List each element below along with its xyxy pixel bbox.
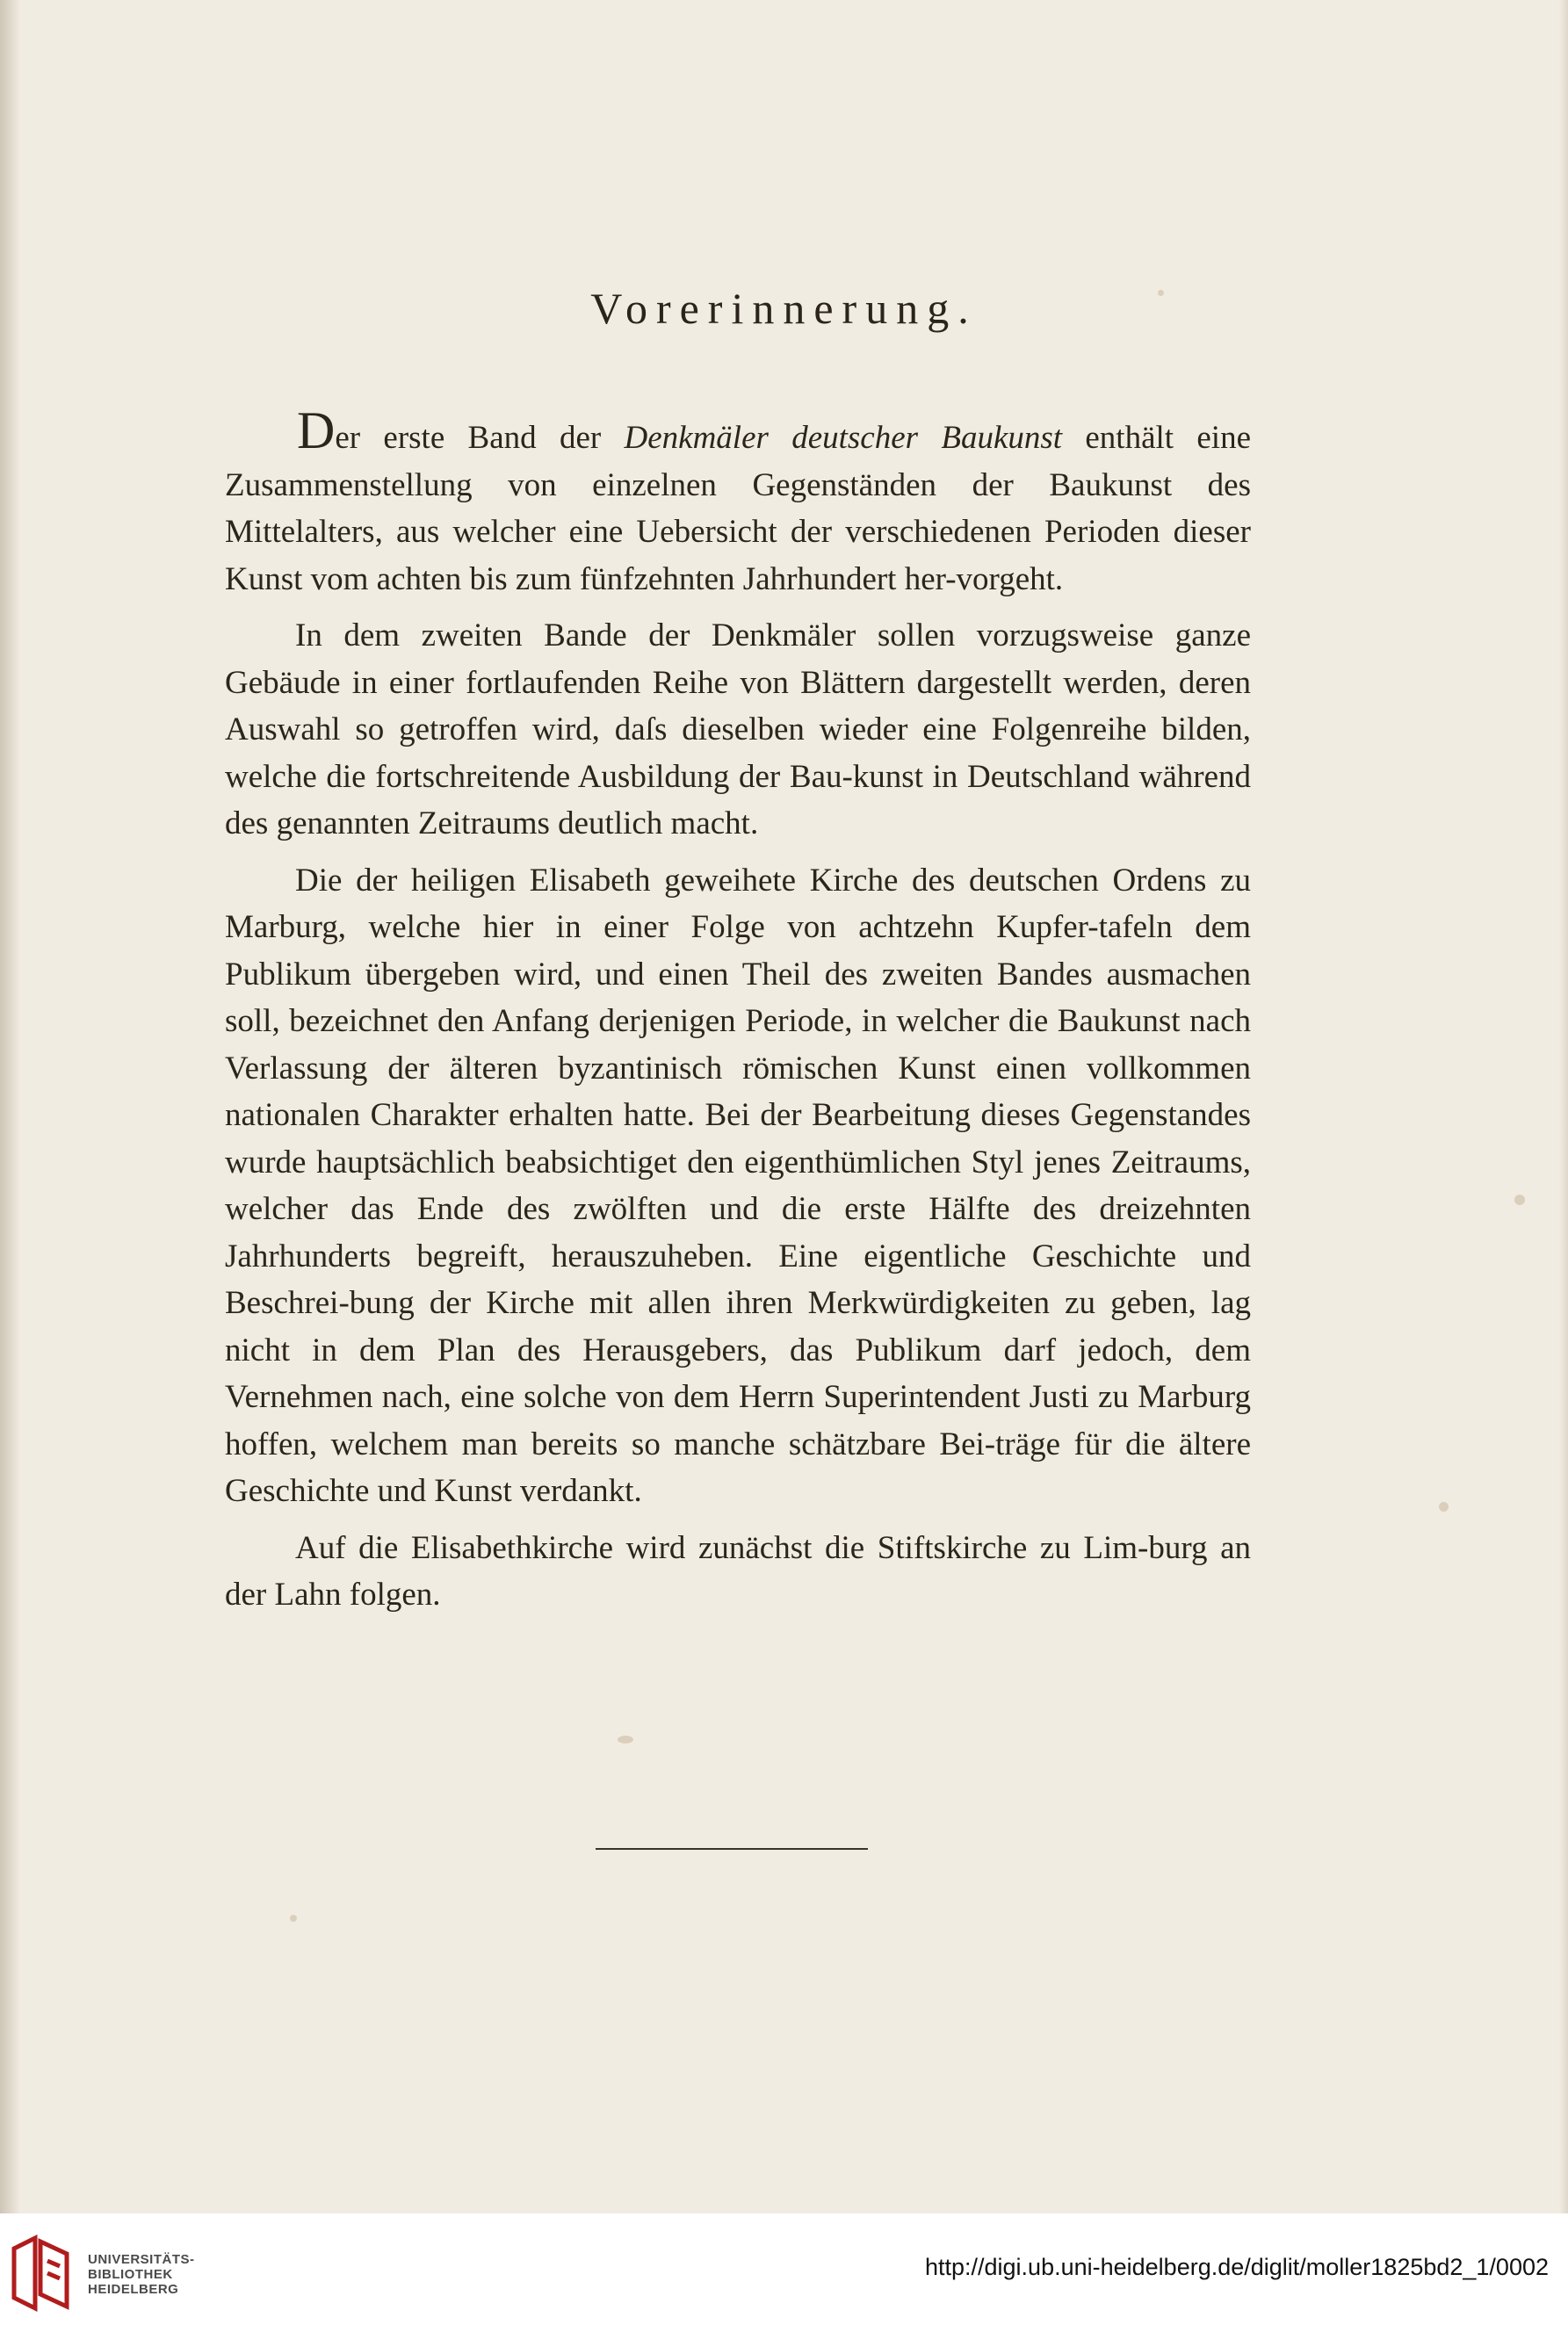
paragraph-4: Auf die Elisabethkirche wird zunächst die Stiftskirche zu Lim-burg an der Lahn folgen.: [225, 1529, 1251, 1613]
page-title: Vorerinnerung.: [590, 284, 978, 333]
library-logo-icon[interactable]: [9, 2233, 72, 2314]
library-name-line: UNIVERSITÄTS-: [88, 2252, 195, 2267]
paragraph-2: In dem zweiten Bande der Denkmäler sollen vorzugsweise ganze Gebäude in einer fortlaufenden Reihe von Blättern dargestellt werden, deren Auswahl so getroffen wird, daſs dieselben wieder eine Folgenreihe bilden, welche die fortschreitende Ausbildung der Bau-kunst in Deutschland während des genannten Zeitraums deutlich macht.: [225, 617, 1251, 841]
drop-cap: D: [297, 401, 336, 459]
closing-rule: [596, 1848, 868, 1850]
paper-stain: [1439, 1502, 1449, 1512]
paragraph-1-start: er erste Band der: [335, 420, 625, 456]
paragraph-1-rest: enthält eine Zusammenstellung von einzelnen Gegenständen der Baukunst des Mittelalters, aus welcher eine Uebersicht der verschiedenen Perioden dieser Kunst vom achten bis zum fünfzehnten Jahrhundert her-vorgeht.: [225, 420, 1252, 597]
library-name: [88, 2252, 195, 2297]
paper-stain: [1514, 1195, 1525, 1205]
paragraph-1: [225, 401, 1252, 603]
paper-stain: [290, 1915, 297, 1922]
library-name-line: BIBLIOTHEK: [88, 2267, 173, 2282]
permalink-url[interactable]: http://digi.ub.uni-heidelberg.de/diglit/moller1825bd2_1/0002: [924, 2254, 1549, 2280]
library-name-line: HEIDELBERG: [88, 2282, 179, 2297]
body-text: [225, 401, 1252, 1628]
footer-bar: [0, 2213, 1568, 2332]
paper-stain: [618, 1736, 633, 1744]
book-title-italic: Denkmäler deutscher Baukunst: [624, 420, 1063, 456]
paragraph-3: Die der heiligen Elisabeth geweihete Kirche des deutschen Ordens zu Marburg, welche hier in einer Folge von achtzehn Kupfer-tafeln dem Publikum übergeben wird, und einen Theil des zweiten Bandes ausmachen soll, bezeichnet den Anfang derjenigen Periode, in welcher die Baukunst nach Verlassung der älteren byzantinisch römischen Kunst einen vollkommen nationalen Charakter erhalten hatte. Bei der Bearbeitung dieses Gegenstandes wurde hauptsächlich beabsichtiget den eigenthümlichen Styl jenes Zeitraums, welcher das Ende des zwölften und die erste Hälfte des dreizehnten Jahrhunderts begreift, herauszuheben. Eine eigentliche Geschichte und Beschrei-bung der Kirche mit allen ihren Merkwürdigkeiten zu geben, lag nicht in dem Plan des Herausgebers, das Publikum darf jedoch, dem Vernehmen nach, eine solche von dem Herrn Superintendent Justi zu Marburg hoffen, welchem man bereits so manche schätzbare Bei-träge für die ältere Geschichte und Kunst verdankt.: [225, 862, 1251, 1509]
